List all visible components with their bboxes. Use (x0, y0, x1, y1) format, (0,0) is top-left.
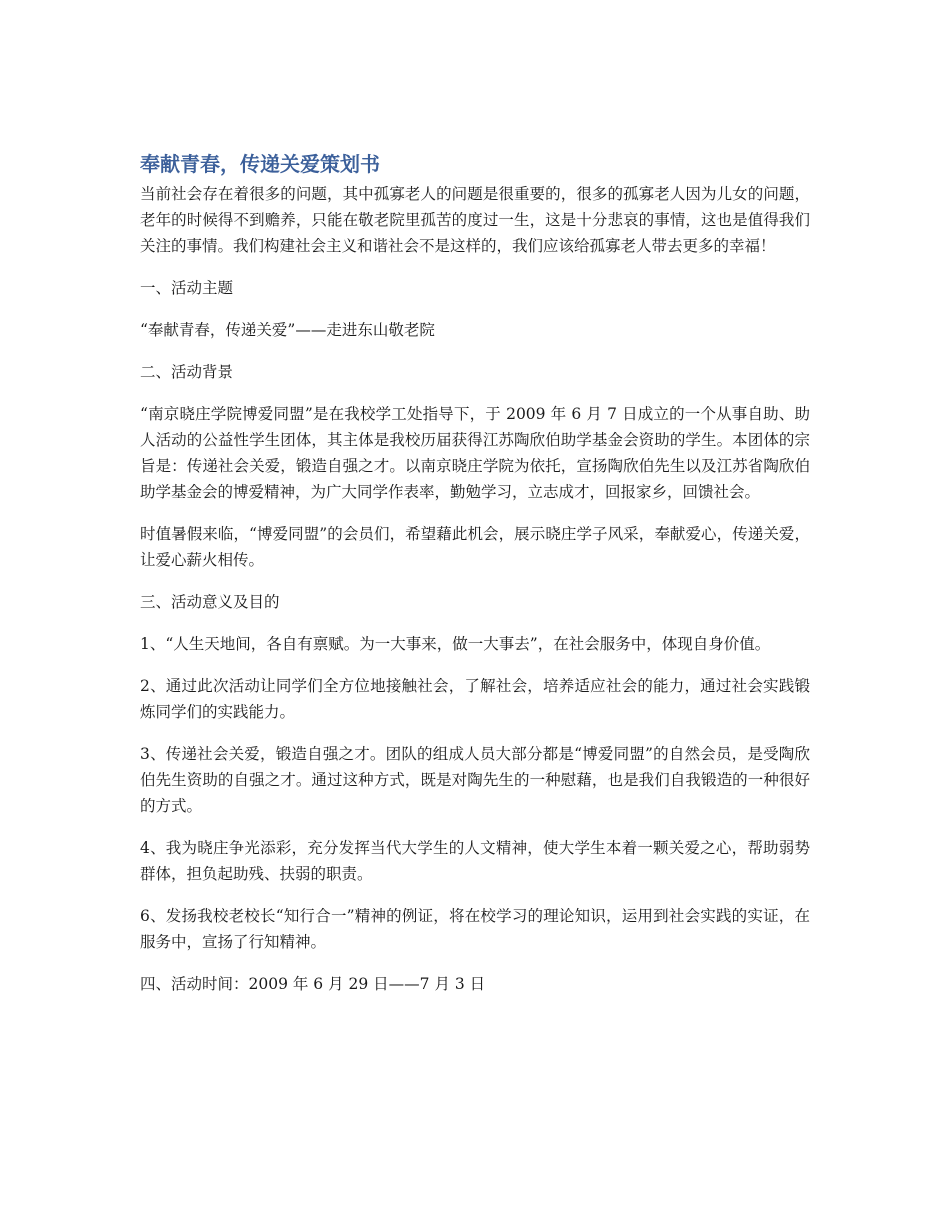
section-heading-purpose: 三、活动意义及目的 (140, 593, 280, 611)
purpose-item-2: 2、通过此次活动让同学们全方位地接触社会，了解社会，培养适应社会的能力，通过社会实践锻炼同学们的实践能力。 (140, 677, 810, 721)
purpose-item-3: 3、传递社会关爱，锻造自强之才。团队的组成人员大部分都是“博爱同盟”的自然会员，是受陶欣伯先生资助的自强之才。通过这种方式，既是对陶先生的一种慰藉，也是我们自我锻造的一种很好的方式。 (140, 745, 810, 815)
purpose-item-1: 1、“人生天地间，各自有禀赋。为一大事来，做一大事去”，在社会服务中，体现自身价值。 (140, 635, 771, 653)
background-paragraph-2: 时值暑假来临，“博爱同盟”的会员们，希望藉此机会，展示晓庄学子风采，奉献爱心，传递关爱，让爱心薪火相传。 (140, 525, 810, 569)
intro-paragraph: 当前社会存在着很多的问题，其中孤寡老人的问题是很重要的，很多的孤寡老人因为儿女的问题，老年的时候得不到赡养，只能在敬老院里孤苦的度过一生，这是十分悲哀的事情，这也是值得我们关注的事情。我们构建社会主义和谐社会不是这样的，我们应该给孤寡老人带去更多的幸福！ (140, 185, 810, 255)
document-page (140, 150, 810, 1013)
section-heading-theme: 一、活动主题 (140, 279, 234, 297)
background-paragraph-1: “南京晓庄学院博爱同盟”是在我校学工处指导下，于 2009 年 6 月 7 日成立的一个从事自助、助人活动的公益性学生团体，其主体是我校历届获得江苏陶欣伯助学基金会资助的学生。本团体的宗旨是：传递社会关爱，锻造自强之才。以南京晓庄学院为依托，宣扬陶欣伯先生以及江苏省陶欣伯助学基金会的博爱精神，为广大同学作表率，勤勉学习，立志成才，回报家乡，回馈社会。 (140, 405, 810, 501)
purpose-item-4: 4、我为晓庄争光添彩，充分发挥当代大学生的人文精神，使大学生本着一颗关爱之心，帮助弱势群体，担负起助残、扶弱的职责。 (140, 839, 810, 883)
document-title: 奉献青春，传递关爱策划书 (140, 152, 380, 176)
section-heading-time: 四、活动时间：2009 年 6 月 29 日——7 月 3 日 (140, 975, 486, 993)
purpose-item-6: 6、发扬我校老校长“知行合一”精神的例证，将在校学习的理论知识，运用到社会实践的实证，在服务中，宣扬了行知精神。 (140, 907, 810, 951)
section-heading-background: 二、活动背景 (140, 363, 234, 381)
theme-text: “奉献青春，传递关爱”——走进东山敬老院 (140, 321, 435, 339)
